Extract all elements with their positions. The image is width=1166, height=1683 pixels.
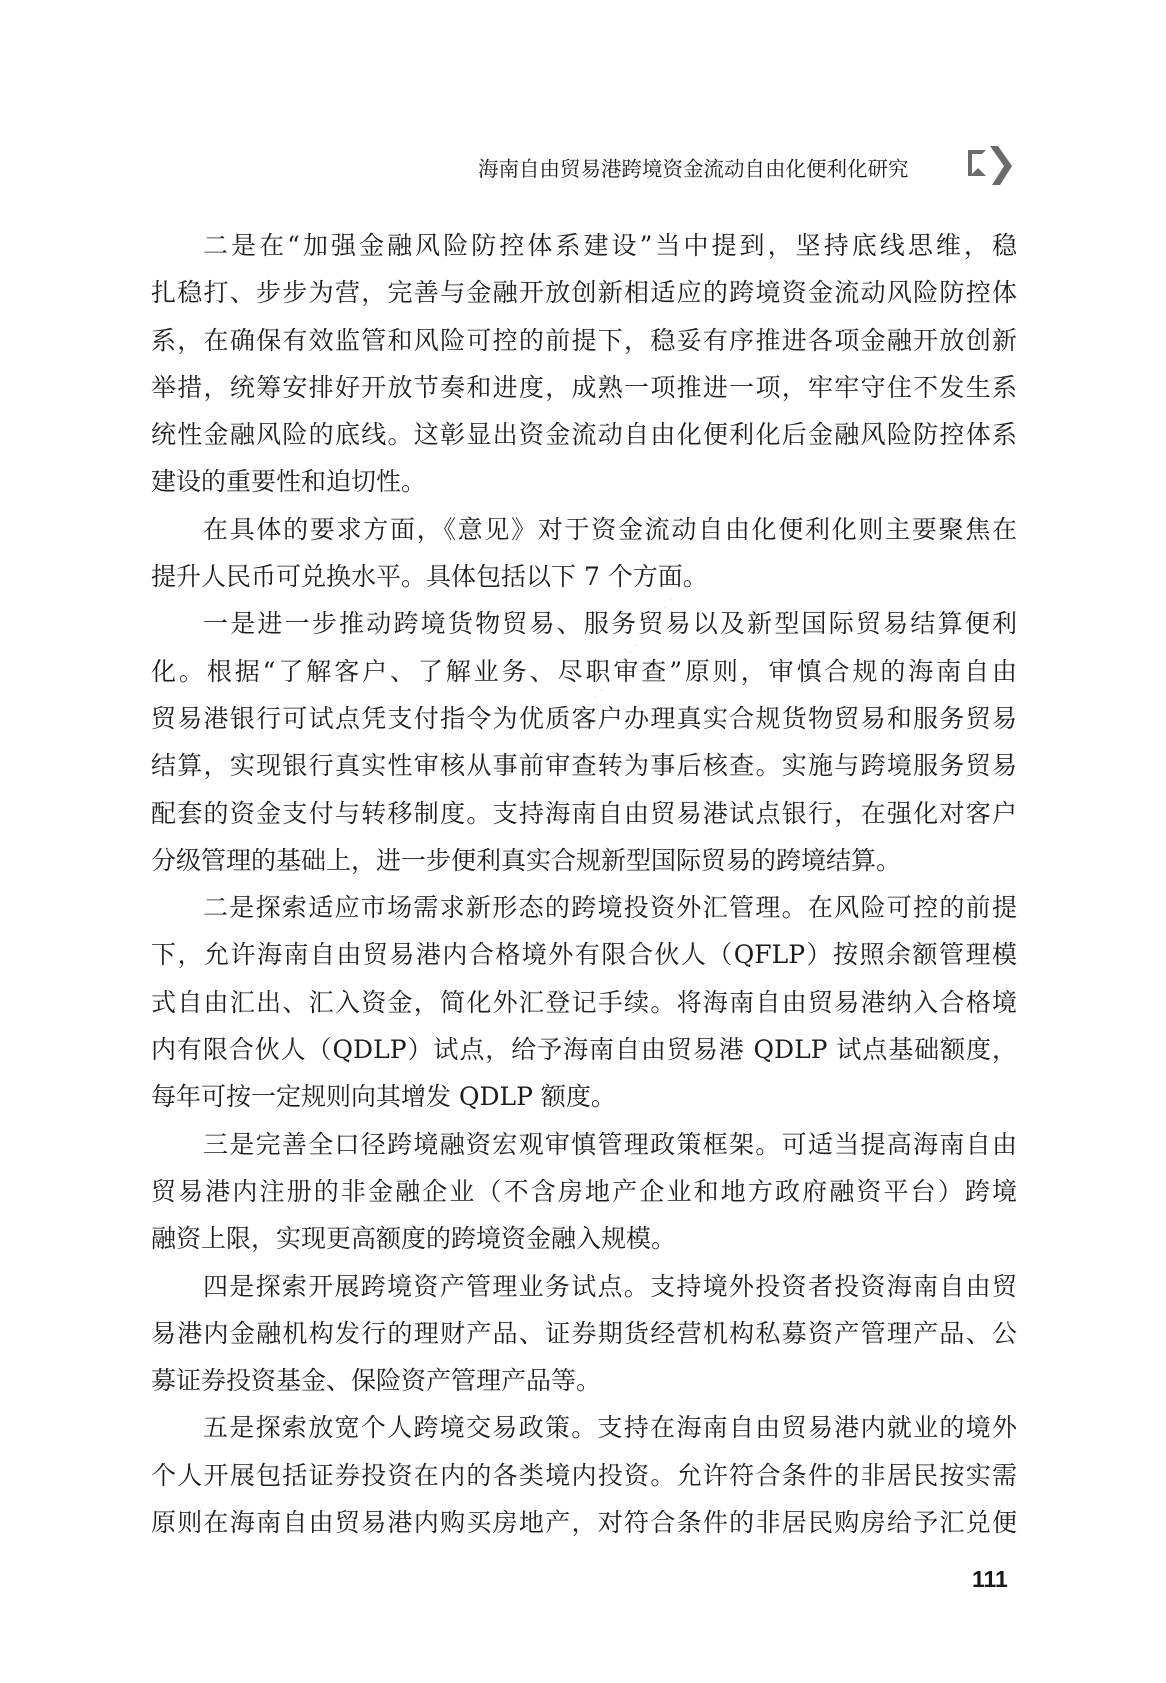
- text-line: 统性金融风险的底线。这彰显出资金流动自由化便利化后金融风险防控体系: [151, 420, 1017, 450]
- text-line: 下，允许海南自由贸易港内合格境外有限合伙人（QFLP）按照余额管理模: [151, 940, 1017, 970]
- text-line: 募证券投资基金、保险资产管理产品等。: [151, 1366, 602, 1396]
- text-line: 贸易港银行可试点凭支付指令为优质客户办理真实合规货物贸易和服务贸易: [151, 703, 1017, 733]
- text-line: 每年可按一定规则向其增发 QDLP 额度。: [151, 1082, 616, 1112]
- text-line: 原则在海南自由贸易港内购买房地产，对符合条件的非居民购房给予汇兑便: [151, 1508, 1017, 1538]
- text-line: 化。根据“了解客户、了解业务、尽职审查”原则，审慎合规的海南自由: [151, 656, 1017, 686]
- body-text: [151, 222, 1017, 1546]
- text-line: 个人开展包括证券投资在内的各类境内投资。允许符合条件的非居民按实需: [151, 1460, 1017, 1490]
- text-line: 一是进一步推动跨境货物贸易、服务贸易以及新型国际贸易结算便利: [203, 609, 1017, 639]
- text-line: 分级管理的基础上，进一步便利真实合规新型国际贸易的跨境结算。: [151, 845, 902, 875]
- text-line: 易港内金融机构发行的理财产品、证券期货经营机构私募资产管理产品、公: [151, 1318, 1017, 1348]
- watermark: · · · · · · · · · · · · · · · ·: [575, 592, 681, 720]
- text-line: 二是在“加强金融风险防控体系建设”当中提到，坚持底线思维，稳: [203, 231, 1017, 260]
- text-line: 五是探索放宽个人跨境交易政策。支持在海南自由贸易港内就业的境外: [203, 1413, 1017, 1443]
- text-line: 建设的重要性和迫切性。: [151, 467, 427, 497]
- text-line: 二是探索适应市场需求新形态的跨境投资外汇管理。在风险可控的前提: [203, 893, 1017, 923]
- text-line: 式自由汇出、汇入资金，简化外汇登记手续。将海南自由贸易港纳入合格境: [151, 987, 1017, 1017]
- text-line: 内有限合伙人（QDLP）试点，给予海南自由贸易港 QDLP 试点基础额度，: [151, 1035, 1017, 1065]
- text-line: 系，在确保有效监管和风险可控的前提下，稳妥有序推进各项金融开放创新: [151, 325, 1017, 355]
- chapter-arrow-icon: [966, 144, 1016, 186]
- text-line: 提升人民币可兑换水平。具体包括以下 7 个方面。: [151, 562, 708, 592]
- text-line: 配套的资金支付与转移制度。支持海南自由贸易港试点银行，在强化对客户: [151, 798, 1017, 828]
- text-line: 贸易港内注册的非金融企业（不含房地产企业和地方政府融资平台）跨境: [151, 1176, 1017, 1206]
- running-head-title: 海南自由贸易港跨境资金流动自由化便利化研究: [478, 157, 909, 181]
- text-line: 在具体的要求方面，《意见》对于资金流动自由化便利化则主要聚焦在: [203, 514, 1017, 544]
- text-line: 融资上限，实现更高额度的跨境资金融入规模。: [151, 1224, 677, 1254]
- text-line: 四是探索开展跨境资产管理业务试点。支持境外投资者投资海南自由贸: [203, 1271, 1017, 1301]
- text-line: 三是完善全口径跨境融资宏观审慎管理政策框架。可适当提高海南自由: [203, 1129, 1017, 1159]
- text-line: 结算，实现银行真实性审核从事前审查转为事后核查。实施与跨境服务贸易: [151, 751, 1017, 781]
- text-line: 扎稳打、步步为营，完善与金融开放创新相适应的跨境资金流动风险防控体: [151, 278, 1017, 308]
- text-line: 举措，统筹安排好开放节奏和进度，成熟一项推进一项，牢牢守住不发生系: [151, 372, 1017, 402]
- page-number: 111: [972, 1566, 1008, 1592]
